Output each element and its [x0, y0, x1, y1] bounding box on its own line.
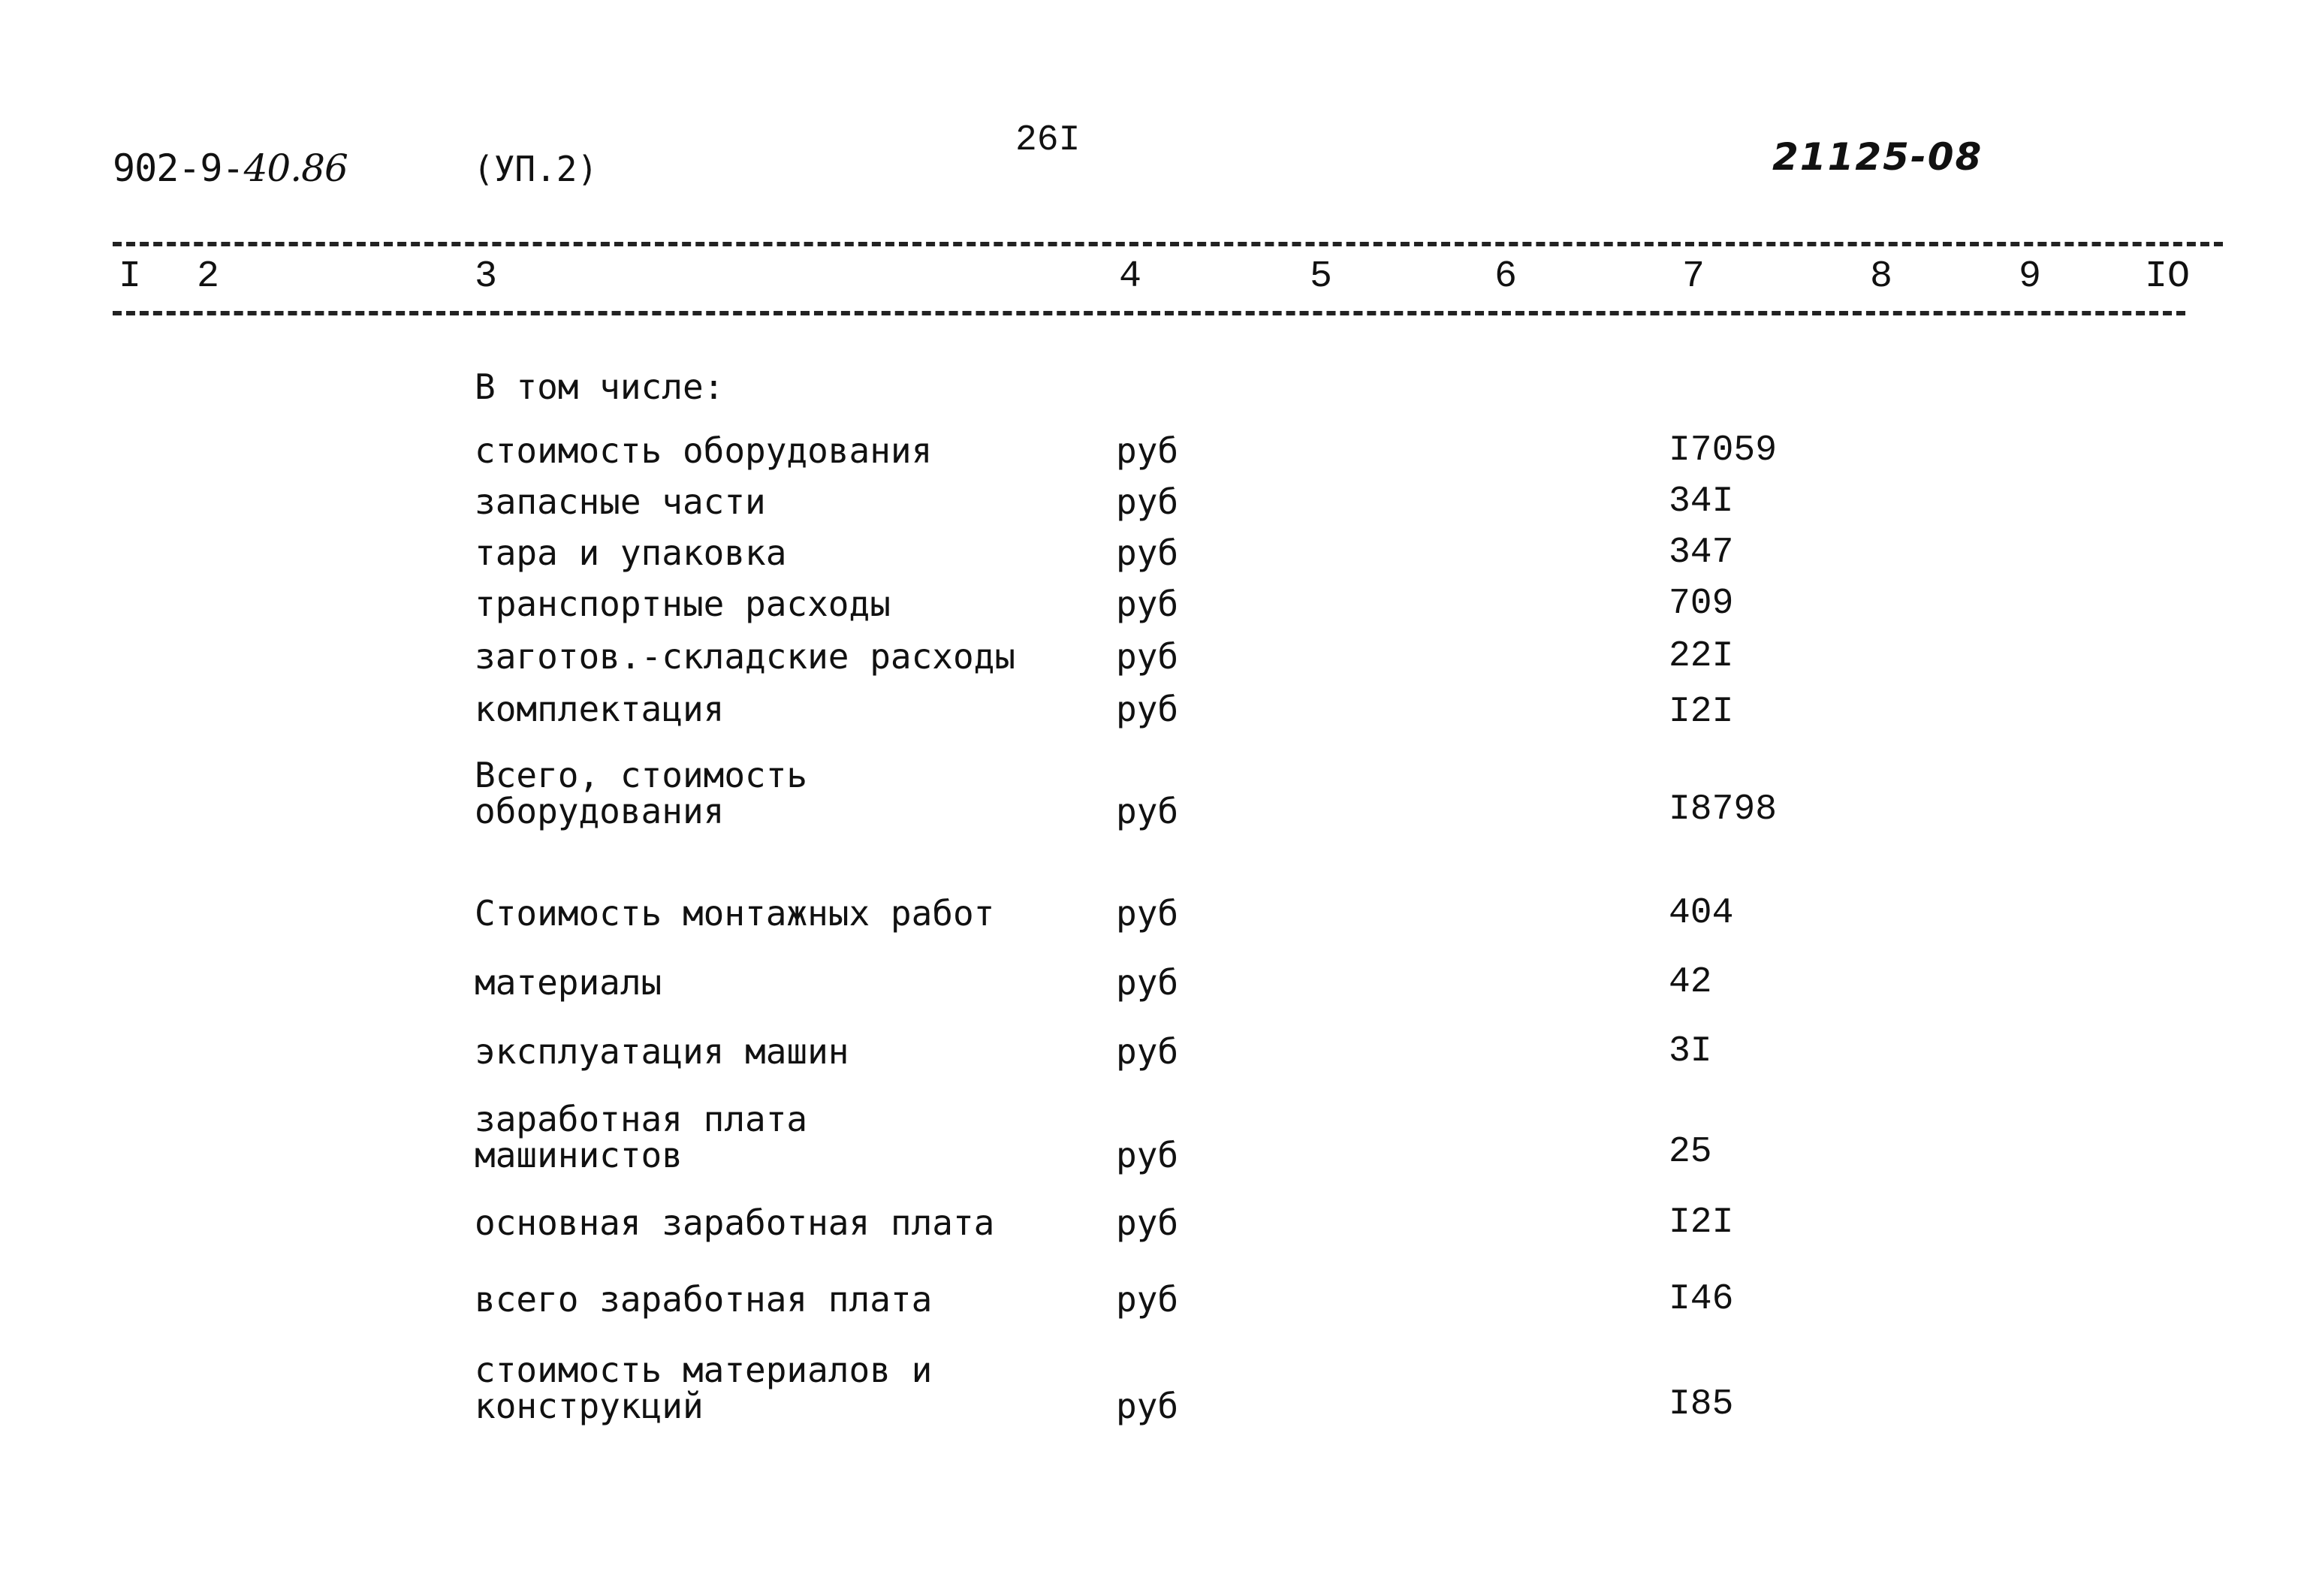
album-label: (УП.2) — [473, 149, 599, 189]
row-value: I85 — [1669, 1384, 1734, 1425]
row-value: 404 — [1669, 893, 1734, 934]
row-unit: руб — [1116, 1031, 1179, 1072]
row-label: всего заработная плата — [475, 1279, 933, 1320]
row-unit: руб — [1116, 481, 1179, 522]
column-number-4: 4 — [1119, 255, 1142, 298]
row-value: 25 — [1669, 1132, 1712, 1172]
row-value: I7059 — [1669, 430, 1778, 471]
row-unit: руб — [1116, 636, 1179, 677]
row-label: стоимость материалов и конструкций — [475, 1350, 933, 1426]
document-code — [113, 146, 348, 190]
row-value: 42 — [1669, 962, 1712, 1003]
row-label: стоимость оборудования — [475, 430, 933, 471]
column-number-3: 3 — [475, 255, 498, 298]
row-value: 3I — [1669, 1031, 1712, 1072]
dashed-rule-top — [113, 242, 2223, 246]
row-unit: руб — [1116, 791, 1179, 831]
row-value: 22I — [1669, 636, 1734, 677]
row-unit: руб — [1116, 533, 1179, 573]
column-number-7: 7 — [1682, 255, 1705, 298]
row-label: транспортные расходы — [475, 584, 891, 624]
row-unit: руб — [1116, 1202, 1179, 1243]
row-unit: руб — [1116, 1386, 1179, 1426]
reference-number: 21125-08 — [1772, 135, 1983, 179]
row-label: основная заработная плата — [475, 1202, 995, 1243]
row-unit: руб — [1116, 1135, 1179, 1175]
document-code-typed: 902-9- — [113, 146, 244, 190]
row-value: 709 — [1669, 584, 1734, 624]
row-value: I46 — [1669, 1279, 1734, 1320]
row-label: эксплуатация машин — [475, 1031, 849, 1072]
row-value: I8798 — [1669, 789, 1778, 830]
row-value: 34I — [1669, 481, 1734, 522]
row-label: заработная плата машинистов — [475, 1099, 808, 1175]
row-unit: руб — [1116, 430, 1179, 471]
column-number-5: 5 — [1310, 255, 1333, 298]
row-label: материалы — [475, 962, 662, 1003]
row-label: заготов.-складские расходы — [475, 636, 1016, 677]
column-number-2: 2 — [197, 255, 220, 298]
column-number-10: IO — [2145, 255, 2191, 298]
row-unit: руб — [1116, 1279, 1179, 1320]
page-number: 26I — [1015, 120, 1081, 161]
row-unit: руб — [1116, 584, 1179, 624]
dashed-rule-bottom — [113, 311, 2185, 315]
row-label: Стоимость монтажных работ — [475, 893, 995, 934]
row-unit: руб — [1116, 962, 1179, 1003]
row-label: запасные части — [475, 481, 766, 522]
row-value: 347 — [1669, 533, 1734, 573]
document-code-handwritten: 40.86 — [243, 146, 348, 190]
row-label: комплектация — [475, 689, 725, 729]
row-label: Всего, стоимость оборудования — [475, 755, 808, 831]
column-number-8: 8 — [1870, 255, 1893, 298]
column-number-1: I — [119, 255, 142, 298]
row-value: I2I — [1669, 692, 1734, 732]
section-title: В том числе: — [475, 367, 725, 407]
column-number-9: 9 — [2019, 255, 2042, 298]
column-number-6: 6 — [1494, 255, 1518, 298]
row-label: тара и упаковка — [475, 533, 787, 573]
row-unit: руб — [1116, 689, 1179, 729]
row-unit: руб — [1116, 893, 1179, 934]
row-value: I2I — [1669, 1202, 1734, 1243]
